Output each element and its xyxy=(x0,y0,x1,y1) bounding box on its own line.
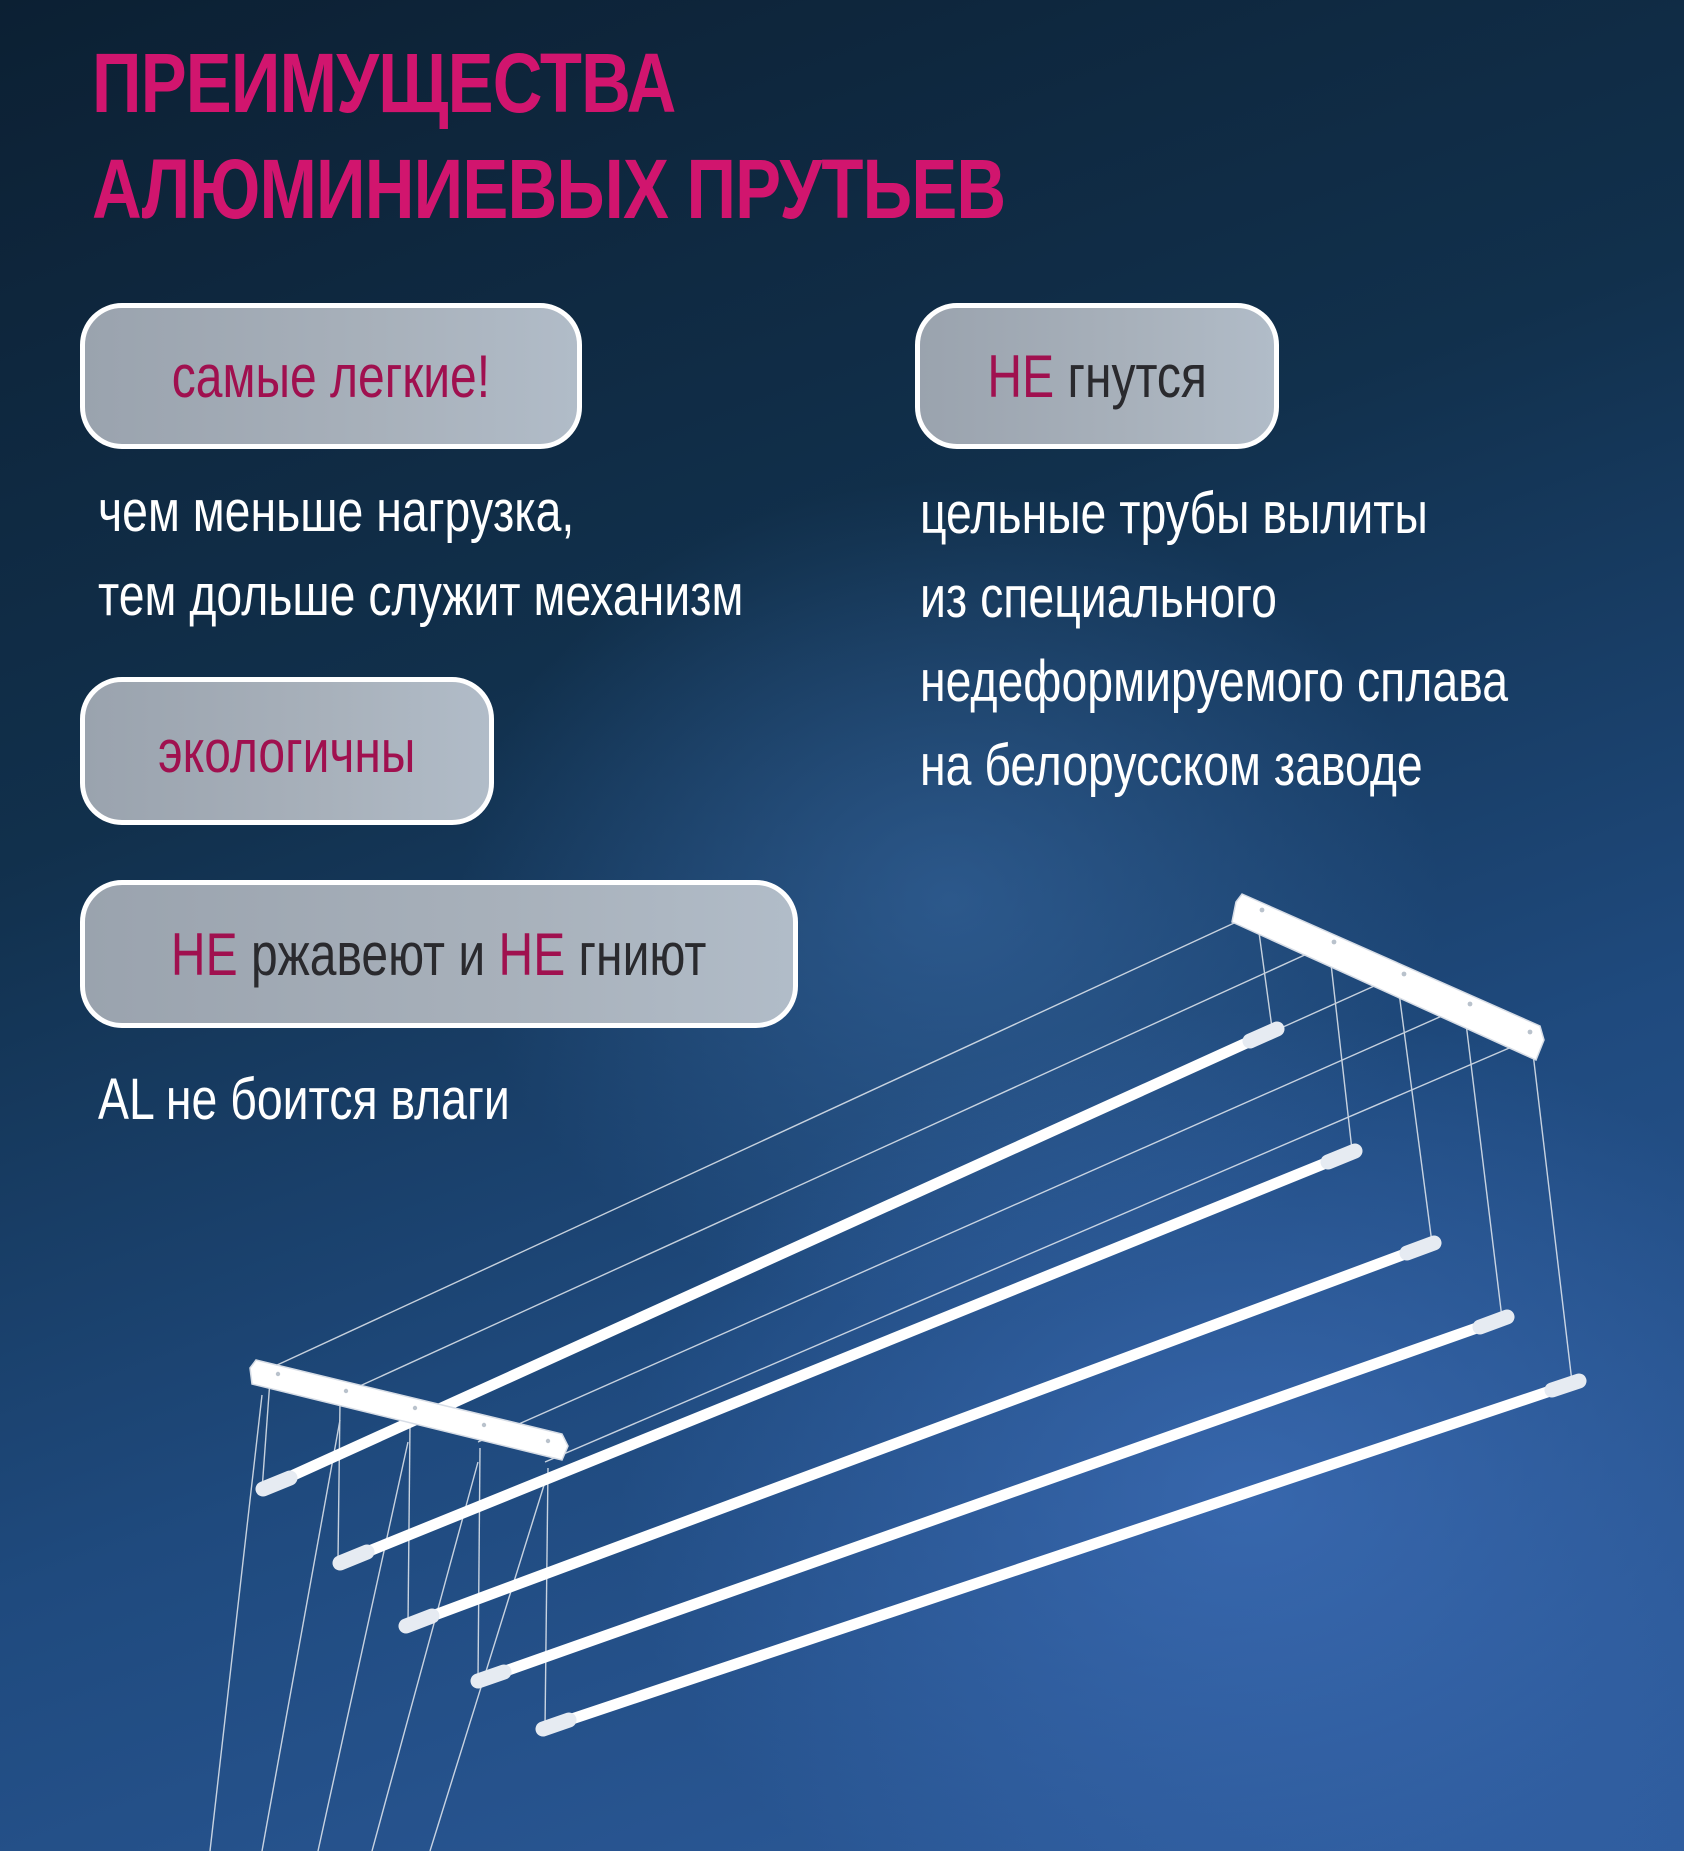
feature-description-lightest-line-1: чем меньше нагрузка, xyxy=(98,479,575,544)
feature-badge-no-rust-accent-2: НЕ xyxy=(498,920,566,988)
dryer-cords xyxy=(210,918,1572,1851)
feature-badge-no-bend-label: гнутся xyxy=(1053,342,1207,410)
dryer-rod-caps xyxy=(263,1029,1579,1729)
feature-description-no-bend-line-2: из специального xyxy=(920,565,1277,630)
feature-badge-lightest-label: самые легкие! xyxy=(171,342,491,410)
feature-badge-no-bend-accent: НЕ xyxy=(987,342,1054,410)
page-title-line-1: ПРЕИМУЩЕСТВА xyxy=(92,36,676,130)
feature-description-lightest-line-2: тем дольше служит механизм xyxy=(98,563,744,628)
feature-description-no-bend-line-4: на белорусском заводе xyxy=(920,733,1423,798)
feature-description-no-rust-line-1: AL не боится влаги xyxy=(98,1067,510,1132)
feature-badge-no-rust-label: гниют xyxy=(565,920,707,988)
feature-badge-no-rust-mid: ржавеют и xyxy=(237,920,499,988)
dryer-rods xyxy=(265,1030,1577,1728)
feature-badge-eco-label: экологичны xyxy=(158,717,416,785)
feature-description-no-bend-line-1: цельные трубы вылиты xyxy=(920,481,1428,546)
feature-badge-no-rust-accent-1: НЕ xyxy=(171,920,238,988)
feature-description-no-bend-line-3: недеформируемого сплава xyxy=(920,649,1509,714)
page-title-line-2: АЛЮМИНИЕВЫХ ПРУТЬЕВ xyxy=(92,142,1006,236)
